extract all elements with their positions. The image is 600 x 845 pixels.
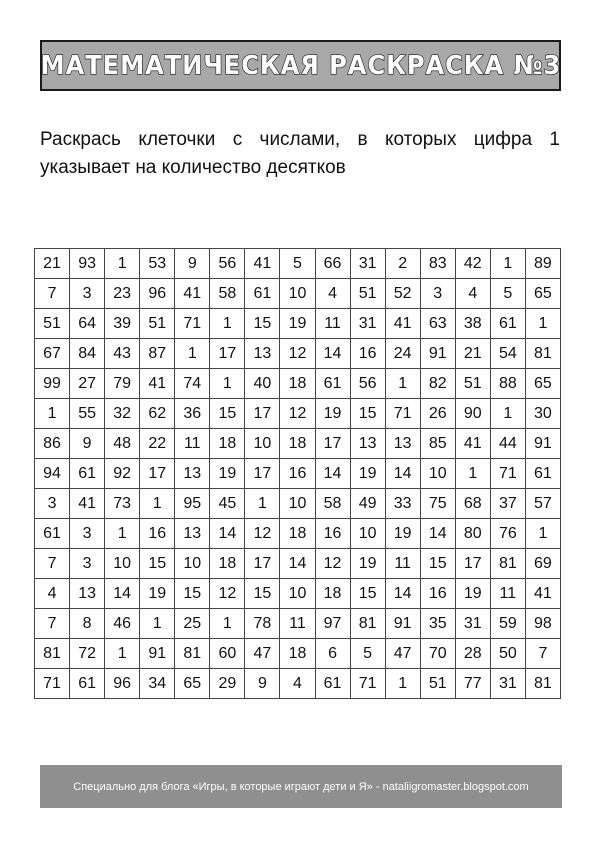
grid-cell[interactable]: 18 <box>210 429 245 459</box>
grid-cell[interactable]: 13 <box>350 429 385 459</box>
grid-cell[interactable]: 60 <box>210 639 245 669</box>
grid-cell[interactable]: 61 <box>315 669 350 699</box>
grid-cell[interactable]: 71 <box>35 669 70 699</box>
grid-cell[interactable]: 17 <box>210 339 245 369</box>
grid-cell[interactable]: 1 <box>490 399 525 429</box>
grid-cell[interactable]: 31 <box>455 609 490 639</box>
grid-cell[interactable]: 22 <box>140 429 175 459</box>
grid-cell[interactable]: 41 <box>455 429 490 459</box>
grid-cell[interactable]: 21 <box>455 339 490 369</box>
grid-cell[interactable]: 63 <box>420 309 455 339</box>
grid-cell[interactable]: 55 <box>70 399 105 429</box>
grid-cell[interactable]: 61 <box>315 369 350 399</box>
grid-cell[interactable]: 19 <box>210 459 245 489</box>
grid-cell[interactable]: 3 <box>35 489 70 519</box>
grid-row <box>35 519 561 549</box>
grid-row <box>35 549 561 579</box>
grid-cell[interactable]: 43 <box>105 339 140 369</box>
grid-cell[interactable]: 16 <box>350 339 385 369</box>
grid-cell[interactable]: 10 <box>245 429 280 459</box>
grid-cell[interactable]: 32 <box>105 399 140 429</box>
grid-cell[interactable]: 1 <box>35 399 70 429</box>
grid-cell[interactable]: 61 <box>245 279 280 309</box>
grid-cell[interactable]: 41 <box>175 279 210 309</box>
grid-cell[interactable]: 18 <box>280 639 315 669</box>
grid-cell[interactable]: 70 <box>420 639 455 669</box>
grid-cell[interactable]: 10 <box>350 519 385 549</box>
grid-cell[interactable]: 18 <box>315 579 350 609</box>
grid-cell[interactable]: 5 <box>490 279 525 309</box>
grid-row <box>35 579 561 609</box>
grid-cell[interactable]: 11 <box>315 309 350 339</box>
grid-cell[interactable]: 12 <box>315 549 350 579</box>
grid-cell[interactable]: 86 <box>35 429 70 459</box>
grid-cell[interactable]: 83 <box>420 249 455 279</box>
grid-cell[interactable]: 44 <box>490 429 525 459</box>
grid-cell[interactable]: 10 <box>105 549 140 579</box>
grid-cell[interactable]: 19 <box>280 309 315 339</box>
grid-cell[interactable]: 69 <box>525 549 560 579</box>
grid-cell[interactable]: 72 <box>70 639 105 669</box>
grid-cell[interactable]: 56 <box>210 249 245 279</box>
grid-cell[interactable]: 14 <box>280 549 315 579</box>
grid-cell[interactable]: 10 <box>175 549 210 579</box>
grid-cell[interactable]: 53 <box>140 249 175 279</box>
grid-cell[interactable]: 98 <box>525 609 560 639</box>
grid-cell[interactable]: 4 <box>35 579 70 609</box>
grid-cell[interactable]: 61 <box>525 459 560 489</box>
grid-cell[interactable]: 14 <box>105 579 140 609</box>
grid-cell[interactable]: 13 <box>175 459 210 489</box>
grid-cell[interactable]: 91 <box>140 639 175 669</box>
grid-cell[interactable]: 59 <box>490 609 525 639</box>
grid-cell[interactable]: 15 <box>350 399 385 429</box>
grid-cell[interactable]: 10 <box>280 579 315 609</box>
grid-cell[interactable]: 48 <box>105 429 140 459</box>
grid-cell[interactable]: 1 <box>105 519 140 549</box>
grid-cell[interactable]: 5 <box>280 249 315 279</box>
grid-cell[interactable]: 99 <box>35 369 70 399</box>
grid-cell[interactable]: 1 <box>105 639 140 669</box>
grid-cell[interactable]: 81 <box>350 609 385 639</box>
grid-cell[interactable]: 17 <box>245 459 280 489</box>
grid-cell[interactable]: 90 <box>455 399 490 429</box>
grid-row <box>35 639 561 669</box>
grid-cell[interactable]: 31 <box>350 309 385 339</box>
grid-cell[interactable]: 81 <box>35 639 70 669</box>
grid-cell[interactable]: 19 <box>315 399 350 429</box>
grid-cell[interactable]: 74 <box>175 369 210 399</box>
instruction-line-2: указывает на количество десятков <box>40 157 346 178</box>
grid-cell[interactable]: 19 <box>140 579 175 609</box>
footer-banner <box>40 765 562 808</box>
grid-cell[interactable]: 42 <box>455 249 490 279</box>
grid-cell[interactable]: 13 <box>175 519 210 549</box>
grid-row <box>35 459 561 489</box>
grid-cell[interactable]: 2 <box>385 249 420 279</box>
grid-cell[interactable]: 11 <box>280 609 315 639</box>
grid-cell[interactable]: 80 <box>455 519 490 549</box>
grid-cell[interactable]: 61 <box>35 519 70 549</box>
grid-cell[interactable]: 15 <box>245 309 280 339</box>
grid-cell[interactable]: 9 <box>245 669 280 699</box>
grid-cell[interactable]: 81 <box>525 669 560 699</box>
grid-cell[interactable]: 15 <box>210 399 245 429</box>
grid-cell[interactable]: 14 <box>315 339 350 369</box>
grid-cell[interactable]: 7 <box>35 279 70 309</box>
grid-cell[interactable]: 66 <box>315 249 350 279</box>
grid-cell[interactable]: 54 <box>490 339 525 369</box>
grid-cell[interactable]: 85 <box>420 429 455 459</box>
grid-cell[interactable]: 41 <box>245 249 280 279</box>
grid-cell[interactable]: 13 <box>245 339 280 369</box>
grid-cell[interactable]: 51 <box>350 279 385 309</box>
grid-cell[interactable]: 39 <box>105 309 140 339</box>
grid-cell[interactable]: 78 <box>245 609 280 639</box>
grid-cell[interactable]: 94 <box>35 459 70 489</box>
grid-cell[interactable]: 1 <box>105 249 140 279</box>
grid-cell[interactable]: 57 <box>525 489 560 519</box>
grid-cell[interactable]: 13 <box>385 429 420 459</box>
grid-cell[interactable]: 3 <box>70 549 105 579</box>
grid-cell[interactable]: 81 <box>490 549 525 579</box>
grid-cell[interactable]: 1 <box>525 309 560 339</box>
grid-cell[interactable]: 13 <box>70 579 105 609</box>
grid-cell[interactable]: 17 <box>455 549 490 579</box>
grid-cell[interactable]: 4 <box>280 669 315 699</box>
grid-cell[interactable]: 17 <box>245 549 280 579</box>
grid-cell[interactable]: 15 <box>175 579 210 609</box>
grid-cell[interactable]: 65 <box>525 369 560 399</box>
grid-cell[interactable]: 47 <box>385 639 420 669</box>
grid-cell[interactable]: 14 <box>385 579 420 609</box>
grid-cell[interactable]: 51 <box>140 309 175 339</box>
grid-cell[interactable]: 16 <box>140 519 175 549</box>
grid-cell[interactable]: 41 <box>385 309 420 339</box>
grid-cell[interactable]: 1 <box>210 609 245 639</box>
grid-cell[interactable]: 61 <box>70 459 105 489</box>
grid-cell[interactable]: 15 <box>140 549 175 579</box>
grid-cell[interactable]: 23 <box>105 279 140 309</box>
grid-cell[interactable]: 12 <box>245 519 280 549</box>
grid-cell[interactable]: 17 <box>245 399 280 429</box>
grid-row <box>35 399 561 429</box>
grid-cell[interactable]: 3 <box>70 279 105 309</box>
grid-row <box>35 309 561 339</box>
page-title: МАТЕМАТИЧЕСКАЯ РАСКРАСКА №3 <box>40 50 561 81</box>
grid-cell[interactable]: 58 <box>315 489 350 519</box>
grid-cell[interactable]: 67 <box>35 339 70 369</box>
grid-cell[interactable]: 17 <box>315 429 350 459</box>
grid-cell[interactable]: 4 <box>455 279 490 309</box>
grid-cell[interactable]: 65 <box>175 669 210 699</box>
grid-cell[interactable]: 10 <box>280 489 315 519</box>
grid-cell[interactable]: 18 <box>210 549 245 579</box>
grid-cell[interactable]: 73 <box>105 489 140 519</box>
grid-cell[interactable]: 15 <box>350 579 385 609</box>
grid-cell[interactable]: 84 <box>70 339 105 369</box>
grid-cell[interactable]: 10 <box>280 279 315 309</box>
grid-cell[interactable]: 15 <box>420 549 455 579</box>
grid-cell[interactable]: 15 <box>245 579 280 609</box>
grid-cell[interactable]: 12 <box>210 579 245 609</box>
title-banner <box>40 40 561 91</box>
grid-cell[interactable]: 77 <box>455 669 490 699</box>
grid-cell[interactable]: 19 <box>385 519 420 549</box>
grid-cell[interactable]: 31 <box>350 249 385 279</box>
grid-cell[interactable]: 16 <box>280 459 315 489</box>
grid-cell[interactable]: 1 <box>210 309 245 339</box>
grid-cell[interactable]: 1 <box>490 249 525 279</box>
grid-cell[interactable]: 1 <box>140 489 175 519</box>
grid-cell[interactable]: 95 <box>175 489 210 519</box>
grid-cell[interactable]: 96 <box>140 279 175 309</box>
grid-cell[interactable]: 75 <box>420 489 455 519</box>
grid-cell[interactable]: 93 <box>70 249 105 279</box>
grid-cell[interactable]: 71 <box>175 309 210 339</box>
grid-cell[interactable]: 71 <box>385 399 420 429</box>
grid-cell[interactable]: 37 <box>490 489 525 519</box>
grid-cell[interactable]: 92 <box>105 459 140 489</box>
grid-row <box>35 339 561 369</box>
grid-cell[interactable]: 45 <box>210 489 245 519</box>
grid-cell[interactable]: 49 <box>350 489 385 519</box>
grid-cell[interactable]: 1 <box>385 669 420 699</box>
grid-cell[interactable]: 21 <box>35 249 70 279</box>
grid-cell[interactable]: 6 <box>315 639 350 669</box>
grid-cell[interactable]: 51 <box>455 369 490 399</box>
grid-cell[interactable]: 1 <box>175 339 210 369</box>
grid-cell[interactable]: 33 <box>385 489 420 519</box>
grid-cell[interactable]: 1 <box>140 609 175 639</box>
grid-cell[interactable]: 1 <box>210 369 245 399</box>
grid-cell[interactable]: 91 <box>525 429 560 459</box>
grid-cell[interactable]: 41 <box>525 579 560 609</box>
grid-cell[interactable]: 11 <box>385 549 420 579</box>
grid-cell[interactable]: 56 <box>350 369 385 399</box>
grid-cell[interactable]: 51 <box>420 669 455 699</box>
grid-cell[interactable]: 65 <box>525 279 560 309</box>
grid-cell[interactable]: 79 <box>105 369 140 399</box>
grid-cell[interactable]: 25 <box>175 609 210 639</box>
grid-cell[interactable]: 36 <box>175 399 210 429</box>
grid-cell[interactable]: 11 <box>490 579 525 609</box>
grid-cell[interactable]: 97 <box>315 609 350 639</box>
grid-row <box>35 489 561 519</box>
grid-cell[interactable]: 41 <box>70 489 105 519</box>
grid-cell[interactable]: 82 <box>420 369 455 399</box>
grid-cell[interactable]: 89 <box>525 249 560 279</box>
grid-cell[interactable]: 47 <box>245 639 280 669</box>
grid-cell[interactable]: 26 <box>420 399 455 429</box>
instruction-line-1: Раскрась клеточки с числами, в которых цифра 1 <box>40 129 560 150</box>
grid-cell[interactable]: 12 <box>280 339 315 369</box>
grid-cell[interactable]: 29 <box>210 669 245 699</box>
grid-cell[interactable]: 71 <box>350 669 385 699</box>
grid-cell[interactable]: 14 <box>385 459 420 489</box>
grid-cell[interactable]: 96 <box>105 669 140 699</box>
grid-row <box>35 279 561 309</box>
grid-cell[interactable]: 9 <box>70 429 105 459</box>
grid-cell[interactable]: 52 <box>385 279 420 309</box>
grid-cell[interactable]: 46 <box>105 609 140 639</box>
grid-cell[interactable]: 19 <box>350 459 385 489</box>
grid-cell[interactable]: 61 <box>490 309 525 339</box>
grid-row <box>35 669 561 699</box>
grid-cell[interactable]: 9 <box>175 249 210 279</box>
grid-cell[interactable]: 27 <box>70 369 105 399</box>
grid-cell[interactable]: 7 <box>35 609 70 639</box>
grid-cell[interactable]: 11 <box>175 429 210 459</box>
grid-cell[interactable]: 30 <box>525 399 560 429</box>
number-grid <box>34 248 561 699</box>
grid-row <box>35 369 561 399</box>
grid-cell[interactable]: 10 <box>420 459 455 489</box>
grid-cell[interactable]: 8 <box>70 609 105 639</box>
grid-cell[interactable]: 81 <box>175 639 210 669</box>
grid-cell[interactable]: 7 <box>35 549 70 579</box>
grid-cell[interactable]: 50 <box>490 639 525 669</box>
grid-cell[interactable]: 64 <box>70 309 105 339</box>
grid-cell[interactable]: 18 <box>280 429 315 459</box>
grid-cell[interactable]: 87 <box>140 339 175 369</box>
grid-cell[interactable]: 14 <box>210 519 245 549</box>
grid-cell[interactable]: 12 <box>280 399 315 429</box>
grid-cell[interactable]: 34 <box>140 669 175 699</box>
grid-cell[interactable]: 14 <box>420 519 455 549</box>
grid-cell[interactable]: 3 <box>70 519 105 549</box>
footer-credit: Специально для блога «Игры, в которые играют дети и Я» - nataliigromaster.blogspot.com <box>73 780 529 793</box>
grid-cell[interactable]: 35 <box>420 609 455 639</box>
grid-cell[interactable]: 58 <box>210 279 245 309</box>
grid-cell[interactable]: 61 <box>70 669 105 699</box>
grid-cell[interactable]: 14 <box>315 459 350 489</box>
grid-cell[interactable]: 5 <box>350 639 385 669</box>
grid-cell[interactable]: 4 <box>315 279 350 309</box>
grid-cell[interactable]: 18 <box>280 369 315 399</box>
grid-cell[interactable]: 38 <box>455 309 490 339</box>
grid-cell[interactable]: 91 <box>385 609 420 639</box>
grid-cell[interactable]: 31 <box>490 669 525 699</box>
grid-cell[interactable]: 68 <box>455 489 490 519</box>
grid-cell[interactable]: 41 <box>140 369 175 399</box>
grid-cell[interactable]: 19 <box>455 579 490 609</box>
grid-cell[interactable]: 62 <box>140 399 175 429</box>
grid-cell[interactable]: 91 <box>420 339 455 369</box>
grid-cell[interactable]: 1 <box>385 369 420 399</box>
grid-cell[interactable]: 51 <box>35 309 70 339</box>
grid-cell[interactable]: 71 <box>490 459 525 489</box>
grid-cell[interactable]: 28 <box>455 639 490 669</box>
grid-cell[interactable]: 7 <box>525 639 560 669</box>
grid-cell[interactable]: 16 <box>315 519 350 549</box>
grid-row <box>35 249 561 279</box>
grid-cell[interactable]: 19 <box>350 549 385 579</box>
grid-cell[interactable]: 1 <box>525 519 560 549</box>
grid-cell[interactable]: 1 <box>245 489 280 519</box>
grid-cell[interactable]: 1 <box>455 459 490 489</box>
grid-cell[interactable]: 17 <box>140 459 175 489</box>
grid-cell[interactable]: 3 <box>420 279 455 309</box>
grid-cell[interactable]: 76 <box>490 519 525 549</box>
grid-cell[interactable]: 88 <box>490 369 525 399</box>
grid-cell[interactable]: 16 <box>420 579 455 609</box>
grid-row <box>35 609 561 639</box>
grid-cell[interactable]: 40 <box>245 369 280 399</box>
instruction-text <box>40 126 560 182</box>
grid-cell[interactable]: 81 <box>525 339 560 369</box>
grid-cell[interactable]: 18 <box>280 519 315 549</box>
grid-cell[interactable]: 24 <box>385 339 420 369</box>
grid-row <box>35 429 561 459</box>
